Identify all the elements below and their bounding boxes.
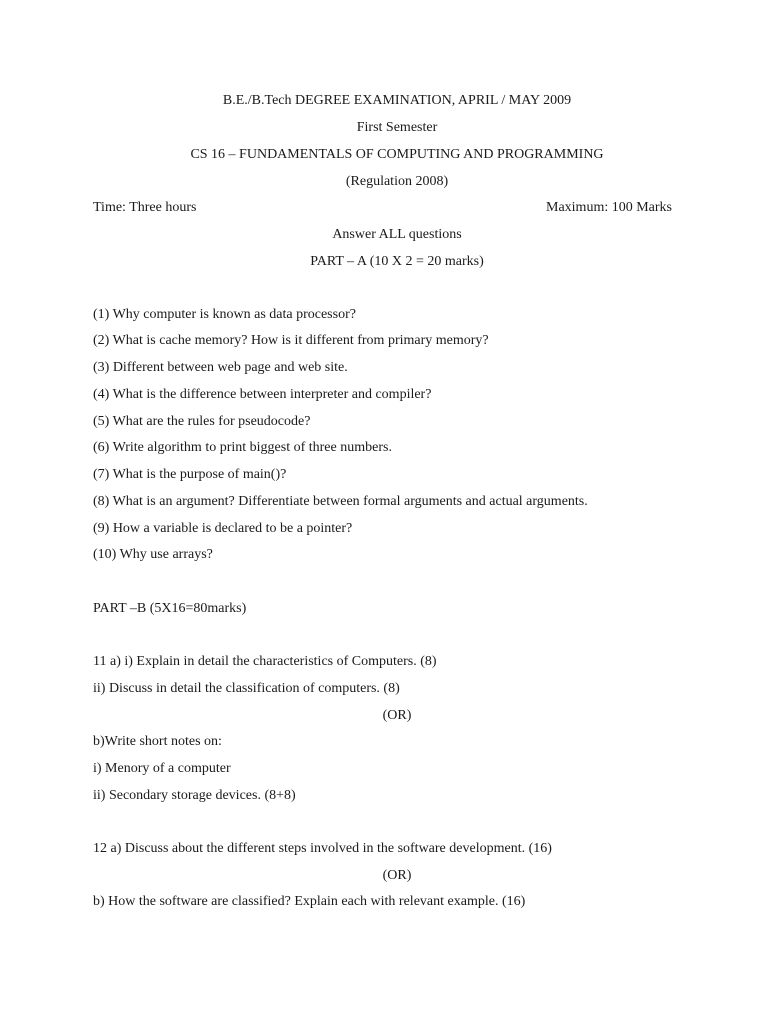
regulation: (Regulation 2008) bbox=[345, 174, 449, 189]
question-11a-i: 11 a) i) Explain in detail the characteristics of Computers. (8) bbox=[93, 654, 437, 669]
question-2: (2) What is cache memory? How is it different from primary memory? bbox=[93, 333, 489, 348]
maximum-marks: Maximum: 100 Marks bbox=[546, 200, 672, 215]
question-6: (6) Write algorithm to print biggest of three numbers. bbox=[93, 440, 392, 455]
question-4: (4) What is the difference between interpreter and compiler? bbox=[93, 387, 432, 402]
question-10: (10) Why use arrays? bbox=[93, 547, 213, 562]
question-11b-ii: ii) Secondary storage devices. (8+8) bbox=[93, 788, 296, 803]
course-title: CS 16 – FUNDAMENTALS OF COMPUTING AND PROGRAMMING bbox=[190, 147, 604, 162]
exam-title: B.E./B.Tech DEGREE EXAMINATION, APRIL / MAY 2009 bbox=[222, 93, 572, 108]
question-7: (7) What is the purpose of main()? bbox=[93, 467, 287, 482]
semester: First Semester bbox=[356, 120, 438, 135]
question-1: (1) Why computer is known as data processor? bbox=[93, 307, 356, 322]
question-11a-ii: ii) Discuss in detail the classification of computers. (8) bbox=[93, 681, 400, 696]
question-9: (9) How a variable is declared to be a pointer? bbox=[93, 521, 353, 536]
part-a-title: PART – A (10 X 2 = 20 marks) bbox=[310, 254, 484, 269]
question-3: (3) Different between web page and web site. bbox=[93, 360, 348, 375]
question-8: (8) What is an argument? Differentiate between formal arguments and actual arguments. bbox=[93, 494, 588, 509]
time-duration: Time: Three hours bbox=[93, 200, 197, 215]
question-5: (5) What are the rules for pseudocode? bbox=[93, 414, 311, 429]
part-b-title: PART –B (5X16=80marks) bbox=[93, 601, 247, 616]
or-separator-12: (OR) bbox=[382, 868, 412, 883]
question-12b: b) How the software are classified? Explain each with relevant example. (16) bbox=[93, 894, 526, 909]
or-separator-11: (OR) bbox=[382, 708, 412, 723]
question-12a: 12 a) Discuss about the different steps involved in the software development. (16) bbox=[93, 841, 552, 856]
instruction: Answer ALL questions bbox=[332, 227, 462, 242]
question-11b-i: i) Menory of a computer bbox=[93, 761, 231, 776]
question-11b: b)Write short notes on: bbox=[93, 734, 222, 749]
